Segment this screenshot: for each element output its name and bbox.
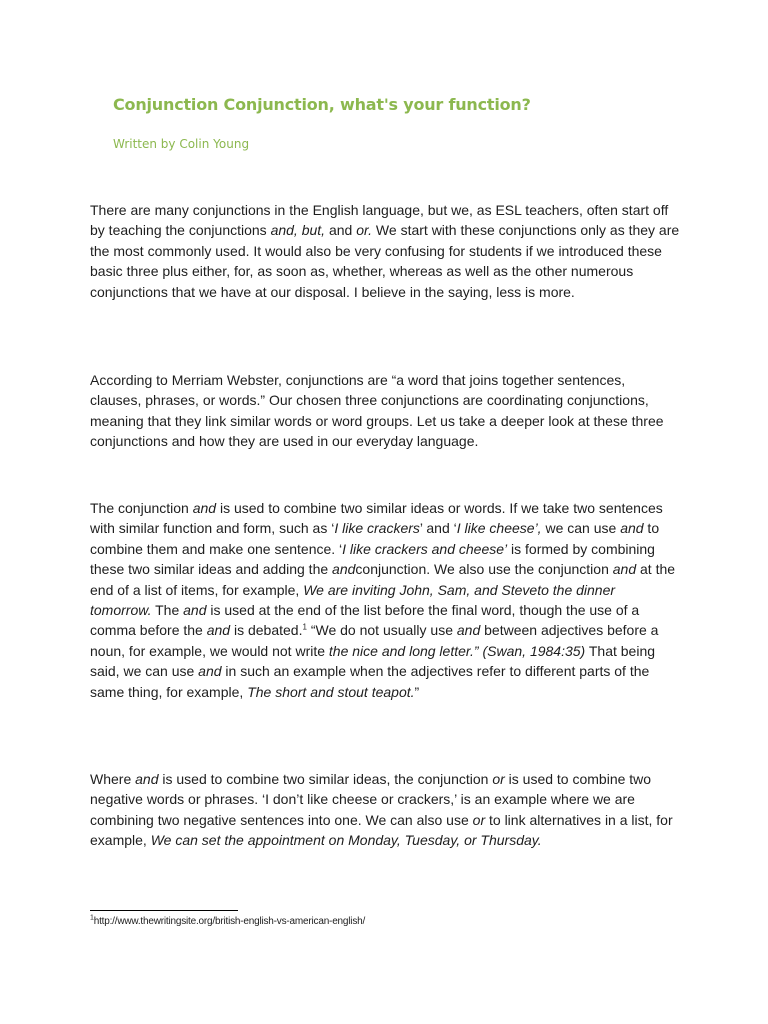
footnote xyxy=(90,916,365,927)
paragraph-and: The conjunction and is used to combine two similar ideas or words. If we take two sentences with similar function and form, such as ‘I like crackers’ and ‘I like cheese’, we can use and to combine them and make one sentence. ‘I like crackers and cheese’ is formed by combining these two similar ideas and adding the andconjunction. We also use the conjunction and at the end of a list of items, for example, We are inviting John, Sam, and Steveto the dinner tomorrow. The and is used at the end of the list before the final word, though the use of a comma before the and is debated.$^1$ “We do not usually use and between adjectives before a noun, for example, we would not write the nice and long letter.” (Swan, 1984:35) That being said, we can use and in such an example when the adjectives refer to different parts of the same thing, for example, The short and stout teapot.” xyxy=(90,500,676,700)
footnote-separator xyxy=(90,910,238,911)
document-title: Conjunction Conjunction, what's your function? xyxy=(113,95,531,114)
footnote-url: http://www.thewritingsite.org/british-english-vs-american-english/ xyxy=(93,916,366,927)
paragraph-definition: According to Merriam Webster, conjunctions are “a word that joins together sentences, clauses, phrases, or words.” Our chosen three conjunctions are coordinating conjunctions, meaning that they link similar words or word groups. Let us take a deeper look at these three conjunctions and how they are used in our everyday language. xyxy=(90,372,664,450)
footnote-reference: 1 xyxy=(302,622,307,632)
paragraph-or: Where and is used to combine two similar ideas, the conjunction or is used to combine two negative words or phrases. ‘I don’t like cheese or crackers,’ is an example where we are combining two negative sentences into one. We can also use or to link alternatives in a list, for example, We can set the appointment on Monday, Tuesday, or Thursday. xyxy=(90,771,673,849)
paragraph-intro: There are many conjunctions in the English language, but we, as ESL teachers, often start off by teaching the conjunctions and, but, and or. We start with these conjunctions only as they are the most commonly used. It would also be very confusing for students if we introduced these basic three plus either, for, as soon as, whether, whereas as well as the other numerous conjunctions that we have at our disposal. I believe in the saying, less is more. xyxy=(90,202,680,300)
author-byline: Written by Colin Young xyxy=(113,137,250,151)
footnote-mark: 1 xyxy=(90,914,94,922)
